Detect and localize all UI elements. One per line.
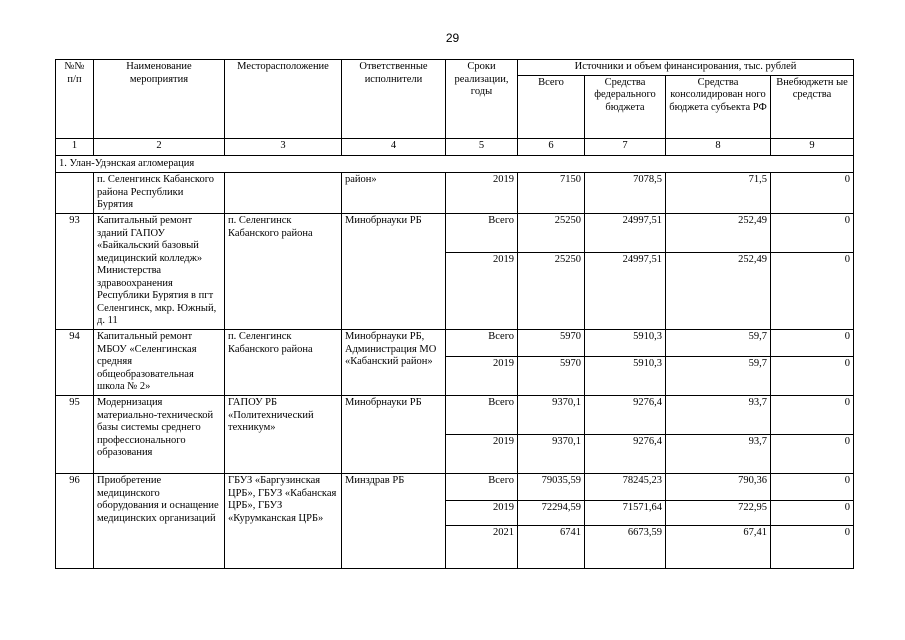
row-regional: 93,7 <box>666 435 771 474</box>
column-number: 7 <box>585 138 666 155</box>
header-regional: Средства консолидирован ного бюджета субъекта РФ <box>666 75 771 138</box>
row-extrabudget: 0 <box>771 396 854 435</box>
row-location: п. Селенгинск Кабанского района <box>225 214 342 330</box>
row-regional: 67,41 <box>666 526 771 569</box>
row-federal: 6673,59 <box>585 526 666 569</box>
header-total: Всего <box>518 75 585 138</box>
row-regional: 71,5 <box>666 173 771 214</box>
row-total: 79035,59 <box>518 474 585 501</box>
column-number: 1 <box>56 138 94 155</box>
row-total: 7150 <box>518 173 585 214</box>
row-year: 2019 <box>446 173 518 214</box>
row-total: 6741 <box>518 526 585 569</box>
header-executors: Ответственные исполнители <box>342 60 446 139</box>
row-location <box>225 173 342 214</box>
row-federal: 24997,51 <box>585 214 666 253</box>
row-year: Всего <box>446 330 518 357</box>
row-name: Модернизация материально-технической базы системы среднего профессионального образования <box>94 396 225 474</box>
row-year: 2021 <box>446 526 518 569</box>
row-name: п. Селенгинск Кабанского района Республики Бурятия <box>94 173 225 214</box>
row-name: Капитальный ремонт МБОУ «Селенгинская средняя общеобразовательная школа № 2» <box>94 330 225 396</box>
header-period: Сроки реализации, годы <box>446 60 518 139</box>
row-location: ГБУЗ «Баргузинская ЦРБ», ГБУЗ «Кабанская ЦРБ», ГБУЗ «Курумканская ЦРБ» <box>225 474 342 569</box>
row-federal: 9276,4 <box>585 435 666 474</box>
header-location: Месторасположение <box>225 60 342 139</box>
row-regional: 59,7 <box>666 357 771 396</box>
table-row <box>56 396 854 435</box>
row-extrabudget: 0 <box>771 214 854 253</box>
row-total: 25250 <box>518 214 585 253</box>
column-number-row <box>56 138 854 155</box>
row-extrabudget: 0 <box>771 435 854 474</box>
row-location: п. Селенгинск Кабанского района <box>225 330 342 396</box>
row-location: ГАПОУ РБ «Политехнический техникум» <box>225 396 342 474</box>
table-row <box>56 330 854 357</box>
row-num: 94 <box>56 330 94 396</box>
row-federal: 71571,64 <box>585 501 666 526</box>
table-row <box>56 173 854 214</box>
row-federal: 9276,4 <box>585 396 666 435</box>
row-year: 2019 <box>446 253 518 330</box>
row-num: 96 <box>56 474 94 569</box>
row-total: 9370,1 <box>518 435 585 474</box>
row-regional: 790,36 <box>666 474 771 501</box>
column-number: 5 <box>446 138 518 155</box>
row-extrabudget: 0 <box>771 474 854 501</box>
section-title: 1. Улан-Удэнская агломерация <box>56 155 854 173</box>
column-number: 9 <box>771 138 854 155</box>
row-year: Всего <box>446 474 518 501</box>
header-funding-group: Источники и объем финансирования, тыс. рублей <box>518 60 854 76</box>
row-regional: 252,49 <box>666 214 771 253</box>
row-extrabudget: 0 <box>771 173 854 214</box>
column-number: 3 <box>225 138 342 155</box>
row-extrabudget: 0 <box>771 501 854 526</box>
row-total: 9370,1 <box>518 396 585 435</box>
row-year: Всего <box>446 396 518 435</box>
row-name: Приобретение медицинского оборудования и оснащение медицинских организаций <box>94 474 225 569</box>
table-row <box>56 474 854 501</box>
row-federal: 5910,3 <box>585 357 666 396</box>
header-name: Наименование мероприятия <box>94 60 225 139</box>
row-regional: 252,49 <box>666 253 771 330</box>
column-number: 6 <box>518 138 585 155</box>
row-regional: 722,95 <box>666 501 771 526</box>
row-year: 2019 <box>446 357 518 396</box>
row-federal: 24997,51 <box>585 253 666 330</box>
funding-table <box>55 59 854 569</box>
row-num: 95 <box>56 396 94 474</box>
header-num: №№ п/п <box>56 60 94 139</box>
row-total: 72294,59 <box>518 501 585 526</box>
row-executor: Минобрнауки РБ <box>342 396 446 474</box>
row-num <box>56 173 94 214</box>
column-number: 4 <box>342 138 446 155</box>
header-row <box>56 60 854 76</box>
row-num: 93 <box>56 214 94 330</box>
header-federal: Средства федерального бюджета <box>585 75 666 138</box>
row-executor: Минобрнауки РБ, Администрация МО «Кабанский район» <box>342 330 446 396</box>
row-regional: 93,7 <box>666 396 771 435</box>
column-number: 8 <box>666 138 771 155</box>
row-year: 2019 <box>446 435 518 474</box>
row-name: Капитальный ремонт зданий ГАПОУ «Байкальский базовый медицинский колледж» Министерства здравоохранения Республики Бурятия в пгт Селенгинск, мкр. Южный, д. 11 <box>94 214 225 330</box>
row-executor: Минобрнауки РБ <box>342 214 446 330</box>
row-federal: 78245,23 <box>585 474 666 501</box>
row-regional: 59,7 <box>666 330 771 357</box>
page-number: 29 <box>445 31 460 45</box>
row-federal: 5910,3 <box>585 330 666 357</box>
header-extrabudget: Внебюджетн ые средства <box>771 75 854 138</box>
row-total: 5970 <box>518 330 585 357</box>
column-number: 2 <box>94 138 225 155</box>
row-extrabudget: 0 <box>771 357 854 396</box>
row-extrabudget: 0 <box>771 526 854 569</box>
row-year: 2019 <box>446 501 518 526</box>
section-row <box>56 155 854 173</box>
row-total: 25250 <box>518 253 585 330</box>
table-row <box>56 214 854 253</box>
row-executor: Минздрав РБ <box>342 474 446 569</box>
row-federal: 7078,5 <box>585 173 666 214</box>
row-extrabudget: 0 <box>771 330 854 357</box>
row-executor: район» <box>342 173 446 214</box>
row-extrabudget: 0 <box>771 253 854 330</box>
row-total: 5970 <box>518 357 585 396</box>
row-year: Всего <box>446 214 518 253</box>
